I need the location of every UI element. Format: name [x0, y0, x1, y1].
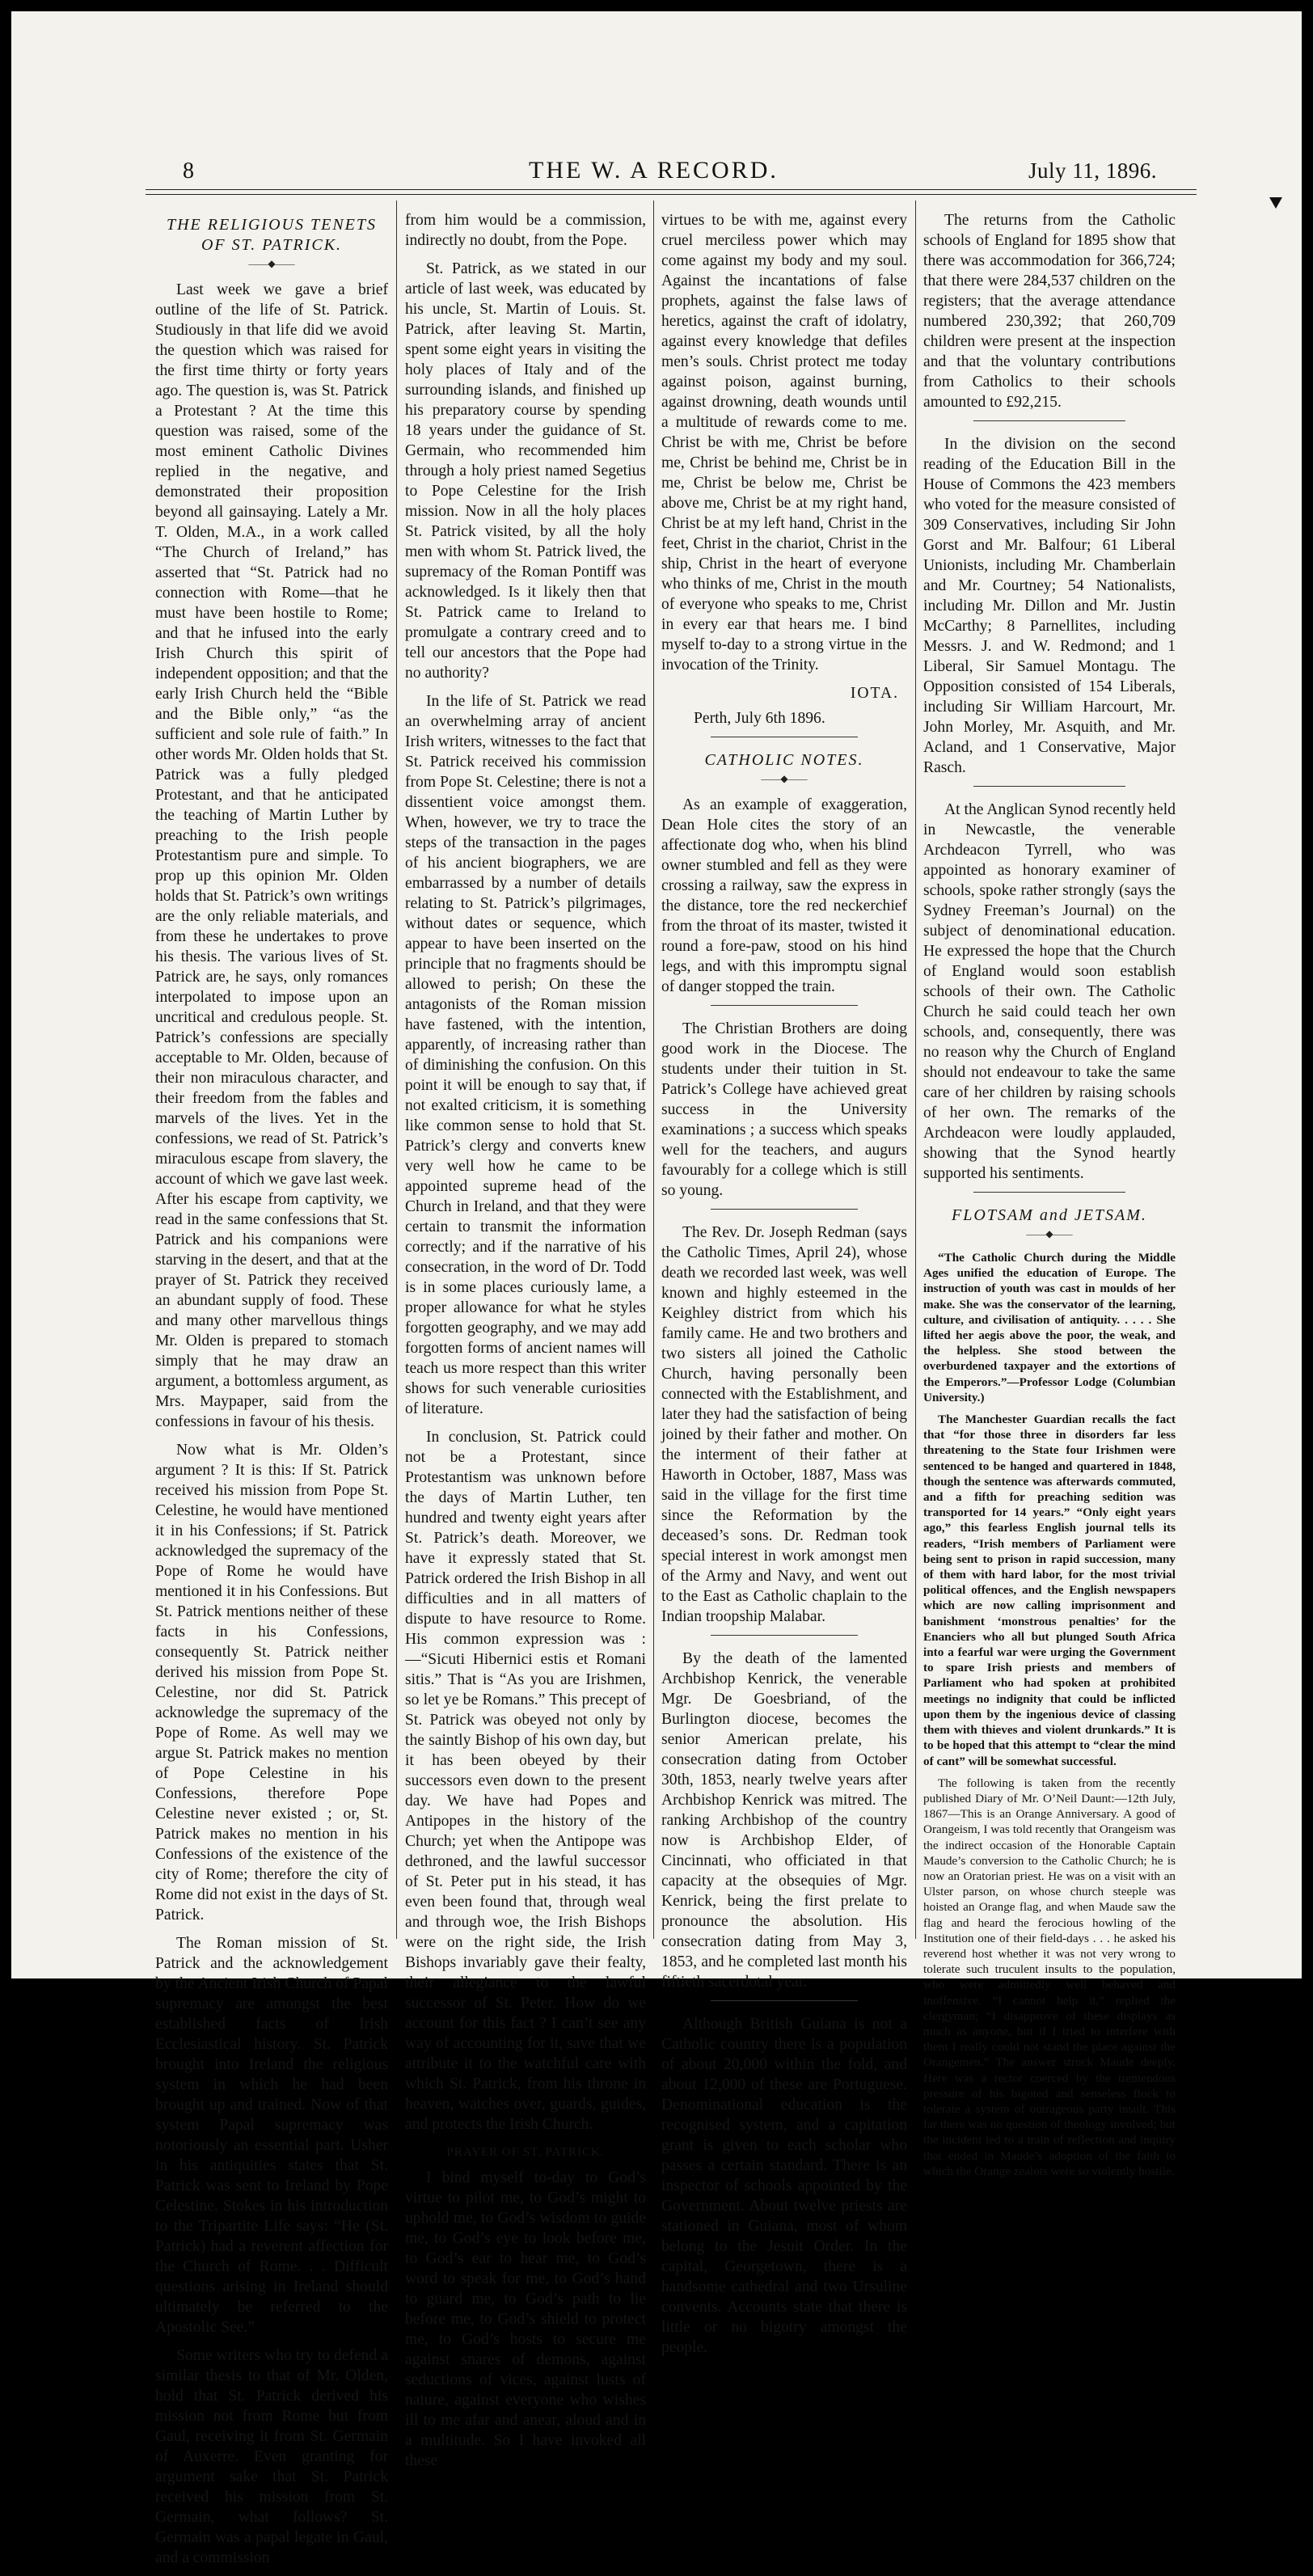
- ornament-divider-icon: ——◆——: [761, 773, 808, 784]
- article-paragraph: In the life of St. Patrick we read an overwhelming array of ancient Irish writers, witnesses to the fact that St. Patrick received his commission from Pope St. Celestine; there is not a dissentient voice amongst them. When, however, we try to trace the steps of the transaction in the pages of his ancient biographers, we are embarrassed by a number of details relating to St. Patrick’s pilgrimages, without dates or sequence, which appear to have been inserted on the principle that no fragments should be allowed to perish; On these the antagonists of the Roman mission have fastened, with the intention, apparently, of increasing rather than of diminishing the confusion. On this point it will be enough to say that, if not exalted criticism, it is something like common sense to hold that St. Patrick’s clergy and converts knew very well how he came to be appointed supreme head of the Church in Ireland, and that they were certain to transmit the information correctly; and if the narrative of his consecration, in the word of Dr. Todd is in some places curiously lame, a proper allowance for what he styles forgotten geography, and we may add forgotten forms of ancient names will teach us more respect than this writer shows for such venerable curiosities of literature.: [405, 693, 646, 1417]
- masthead-title: THE W. A RECORD.: [529, 157, 779, 184]
- article-paragraph: from him would be a commission, indirectly no doubt, from the Pope.: [405, 212, 646, 249]
- article-paragraph: St. Patrick, as we stated in our article of last week, was educated by his uncle, St. Martin of Louis. St. Patrick, after leaving St. Martin, spent some eight years in visiting the holy places of Italy and of the surrounding islands, and finished up his preparatory course by spending 18 years under the guidance of St. Germain, who recommended him through a holy priest named Segetius to Pope Celestine for the Irish mission. Now in all the holy places St. Patrick visited, by all the holy men with whom St. Patrick lived, the supremacy of the Roman Pontiff was acknowledged. Is it likely then that St. Patrick came to Ireland to promulgate a contrary creed and to tell our ancestors that the Pope had no authority?: [405, 260, 646, 682]
- note-paragraph: The Christian Brothers are doing good work in the Diocese. The students under their tuition in St. Patrick’s College have achieved great success in the University examinations ; a success which speaks well for the teachers, and augurs favourably for a college which is still so young.: [661, 1020, 907, 1199]
- section-divider: [711, 1635, 858, 1636]
- article-title: THE RELIGIOUS TENETS OF ST. PATRICK.: [166, 216, 377, 254]
- column-2: [405, 210, 646, 2479]
- section-divider: [973, 1192, 1125, 1193]
- prayer-text: I bind myself to-day to God’s virtue to pilot me, to God’s might to uphold me, to God’s wisdom to guide me, to God’s eye to look before me, to God’s ear to hear me, to God’s word to speak for me, to God’s hand to guard me, to God’s path to lie before me, to God’s shield to protect me, to God’s hosts to secure me against snares of demons, against seductions of vices, against lusts of nature, against everyone who wishes ill to me afar and anear, aloud and in a multitude. So I have invoked all these: [405, 2169, 646, 2469]
- page-number: 8: [183, 158, 194, 184]
- ornament-divider-icon: ——◆——: [248, 258, 295, 269]
- note-paragraph: Although British Guiana is not a Catholic country there is a population of about 20,000 within the fold, and about 12,000 of these are Portuguese. Denominational education is the recognised system, and a capitation grant is given to each scholar who passes a certain standard. There is an inspector of schools appointed by the Government. About twelve priests are stationed in Guiana, most of whom belong to the Jesuit Order. In the capital, Georgetown, there is a handsome cathedral and two Ursuline convents. Accounts state that there is little or no bigotry amongst the people.: [661, 2016, 907, 2356]
- section-title: FLOTSAM and JETSAM.: [952, 1206, 1147, 1224]
- column-divider: [915, 201, 916, 1939]
- article-paragraph: In conclusion, St. Patrick could not be a Protestant, since Protestantism was unknown before the days of Martin Luther, ten hundred and twenty eight years after St. Patrick’s death. Moreover, we have it expressly stated that St. Patrick ordered the Irish Bishop in all difficulties and in all matters of dispute to have resource to Rome. His common expression was :—“Sicuti Hibernici estis et Romani sitis.” That is “As you are Irishmen, so let ye be Romans.” This precept of St. Patrick was obeyed not only by the saintly Bishop of his own day, but it has been obeyed by their successors even down to the present day. We have had Popes and Antipopes in the history of the Church; yet when the Antipope was dethroned, and the lawful successor of St. Peter put in his stead, it has even been found that, through weal and through woe, the Irish Bishops were on the right side, the Irish Bishops invariably gave their fealty, their allegiance to the lawful successor of St. Peter. How do we account for this fact ? I can’t see any way of accounting for it, save that we attribute it to the watchful care with which St. Patrick, from his throne in heaven, watches over, guards, guides, and protects the Irish Church.: [405, 1429, 646, 2133]
- ornament-divider-icon: ——◆——: [1026, 1228, 1073, 1239]
- column-3: [661, 210, 907, 2366]
- article-paragraph: Now what is Mr. Olden’s argument ? It is this: If St. Patrick received his mission from Pope St. Celestine, he would have mentioned it in his Confessions; if St. Patrick acknowledged the supremacy of the Pope of Rome he would have mentioned it in his Confessions. But St. Patrick mentions neither of these facts in his Confessions, consequently St. Patrick neither derived his mission from Pope St. Celestine, nor did St. Patrick acknowledge the supremacy of the Pope of Rome. As well may we argue St. Patrick makes no mention of Pope Celestine in his Confessions, therefore Pope Celestine never existed ; or, St. Patrick makes no mention in his Confessions of the existence of the city of Rome; therefore the city of Rome did not exist in the days of St. Patrick.: [155, 1442, 388, 1924]
- note-paragraph: As an example of exaggeration, Dean Hole cites the story of an affectionate dog who, when his blind owner stumbled and fell as they were crossing a railway, saw the express in the distance, tore the red neckerchief from the throat of its master, twisted it round a fore-paw, stood on his hind legs, and with this impromptu signal of danger stopped the train.: [661, 796, 907, 995]
- header-rule-thin: [146, 194, 1197, 195]
- registration-mark-icon: [1269, 197, 1282, 209]
- column-4: [923, 210, 1176, 2185]
- article-paragraph: Some writers who try to defend a similar thesis to that of Mr. Olden, hold that St. Patrick derived his mission not from Rome but from Gaul, receiving it from St. Germain of Auxerre. Even granting for argument sake that St. Patrick received his mission from St. Germain, what follows? St. Germain was a papal legate in Gaul, and a commission: [155, 2347, 388, 2566]
- signature: IOTA.: [850, 685, 899, 702]
- flotsam-block: [923, 1250, 1176, 2179]
- flotsam-item: The Manchester Guardian recalls the fact that “for those three in disorders far less threatening to the State four Irishmen were sentenced to be hanged and quartered in 1848, though the sentence was afterwards commuted, and a fifth for preaching sedition was transported for 14 years.” “Only eight years ago,” this fearless English journal tells its readers, “Irish members of Parliament were being sent to prison in rapid succession, many of them with hard labor, for the most trivial political offences, and the English newspapers which are now calling imprisonment and banishment ‘monstrous penalties’ for the Enanciers who all but plunged South Africa into a fearful war were urging the Government to spare Irish priests and members of Parliament who had spoken at prohibited meetings no indignity that could be inflicted upon them by the ingenious device of classing them with thieves and violent drunkards.” It is to be hoped that this attempt to “clear the mind of cant” will be somewhat successful.: [923, 1413, 1176, 1768]
- section-divider: [711, 1005, 858, 1006]
- column-divider: [396, 201, 397, 1939]
- flotsam-item: The following is taken from the recently published Diary of Mr. O’Neil Daunt:—12th July, 1867—This is an Orange Anniversary. A good of Orangeism, I was told recently that Orangeism was the indirect occasion of the Honorable Captain Maude’s conversion to the Catholic Church; he is now an Oratorian priest. He was on a visit with an Ulster parson, on whose church steeple was hoisted an Orange flag, and when Maude saw the flag and heard the ferocious howling of the Institution one of their field-days . . . he asked his reverend host whether it was not very wrong to tolerate such truculent insults to the population, who were admittedly well behaved and inoffensive. “I cannot help it,” replied the clergyman; “I disapprove of these displays as much as anyone, but if I tried to interfere with them I really could not stand the place against the Orangemen.” The answer struck Maude deeply. Here was a rector coerced by the tremendous pressure of his bigoted and senseless flock to tolerate a system of outrageous party insult. This far there was no question of theology involved; but the incident led to a train of reflection and inquiry that ended in Maude’s adoption of the faith to which the Orange zealots were so violently hostile.: [923, 1776, 1176, 2178]
- note-paragraph: In the division on the second reading of the Education Bill in the House of Commons the 423 members who voted for the measure consisted of 309 Conservatives, including Sir John Gorst and Mr. Balfour; 61 Liberal Unionists, including Mr. Chamberlain and Mr. Courtney; 54 Nationalists, including Mr. Dillon and Mr. Justin McCarthy; 8 Parnellites, including Messrs. J. and W. Redmond; and 1 Liberal, Sir Samuel Montagu. The Opposition consisted of 154 Liberals, including Sir William Harcourt, Mr. John Morley, Mr. Asquith, and Mr. Acland, and 1 Conservative, Major Rasch.: [923, 436, 1176, 776]
- note-paragraph: The returns from the Catholic schools of England for 1895 show that there was accommodation for 366,724; that there were 284,537 children on the registers; that the average attendance numbered 230,392; that 260,709 children were present at the inspection and that the voluntary contributions from Catholics to their schools amounted to £92,215.: [923, 212, 1176, 411]
- note-paragraph: At the Anglican Synod recently held in Newcastle, the venerable Archdeacon Tyrrell, who was appointed as honorary examiner of schools, spoke rather strongly (says the Sydney Freeman’s Journal) on the subject of denominational education. He expressed the hope that the Church of England would soon establish schools of their own. The Catholic Church he said could teach her own schools, and, consequently, there was no reason why the Church of England should not endeavour to take the same care of her children by raising schools of her own. The remarks of the Archdeacon were loudly applauded, showing that the Synod heartly supported his sentiments.: [923, 801, 1176, 1182]
- note-paragraph: By the death of the lamented Archbishop Kenrick, the venerable Mgr. De Goesbriand, of the Burlington diocese, becomes the senior American prelate, his consecration dating from October 30th, 1853, nearly twelve years after Archbishop Kenrick was mitred. The ranking Archbishop of the country now is Archbishop Elder, of Cincinnati, who officiated in that capacity at the obsequies of Mgr. Kenrick, being the first prelate to pronounce the absolution. His consecration dating from May 3, 1853, and he completed last month his fiftieth sacerdotal year.: [661, 1650, 907, 1991]
- flotsam-item: “The Catholic Church during the Middle Ages unified the education of Europe. The instruction of youth was cast in moulds of her make. She was the conservator of the learning, culture, and civilisation of antiquity. . . . . She lifted her aegis above the poor, the weak, and the helpless. She stood between the overburdened taxpayer and the extortions of the Emperors.”—Professor Lodge (Columbian University.): [923, 1251, 1176, 1404]
- section-title: CATHOLIC NOTES.: [704, 751, 864, 769]
- newspaper-page: [11, 11, 1302, 2566]
- section-divider: [973, 420, 1125, 421]
- prayer-title: PRAYER OF ST. PATRICK.: [446, 2146, 605, 2159]
- section-divider: [711, 1209, 858, 1210]
- article-paragraph: Last week we gave a brief outline of the life of St. Patrick. Studiously in that life did we avoid the question which was raised for the first time thirty or forty years ago. The question is, was St. Patrick a Protestant ? At the time this question was raised, some of the most eminent Catholic Divines replied in the negative, and demonstrated their proposition beyond all gainsaying. Lately a Mr. T. Olden, M.A., in a work called “The Church of Ireland,” has asserted that “St. Patrick had no connection with Rome—that he must have been hostile to Rome; and that he infused into the early Irish Church this spirit of independent opposition; and that the early Irish Church held the “Bible and the Bible only,” “as the sufficient and sole rule of faith.” In other words Mr. Olden holds that St. Patrick was a fully pledged Protestant, and that he anticipated the teaching of Martin Luther by preaching to the Irish people Protestantism pure and simple. To prop up this opinion Mr. Olden holds that St. Patrick’s own writings are the only reliable materials, and from these he undertakes to prove his thesis. The various lives of St. Patrick are, he says, only romances interpolated to impose upon an uncritical and credulous people. St. Patrick’s confessions are specially acceptable to Mr. Olden, because of their non miraculous character, and their freedom from the fables and marvels of the lives. Yet in the confessions, we read of St. Patrick’s miraculous escape from slavery, the account of which we gave last week. After his escape from captivity, we read in the same confessions that St. Patrick and his companions were starving in the desert, and that at the prayer of St. Patrick they received an abundant supply of food. These and many other marvellous things Mr. Olden is prepared to stomach simply that he may draw an argument, a bottomless argument, as Mrs. Maypaper, said from the confessions in favour of his thesis.: [155, 281, 388, 1430]
- section-divider: [711, 2000, 858, 2001]
- article-paragraph: The Roman mission of St. Patrick and the acknowledgement by the Ancient Irish Church of Papal supremacy are amongst the best established facts of Irish Ecclesiastical history. St. Patrick brought into Ireland the religious system in which he had been brought up and trained. Now of that system Papal supremacy was notoriously an essential part. Usher in his antiquities states that St. Patrick was sent to Ireland by Pope Celestine. Stokes in his introduction to the Tripartite Life says: “He (St. Patrick) had a reverent affection for the Church of Rome. . . Difficult questions arising in Ireland should ultimately be referred to the Apostolic See.”: [155, 1935, 388, 2336]
- section-divider: [973, 786, 1125, 787]
- header-rule: [146, 189, 1197, 190]
- column-divider: [653, 201, 654, 1939]
- note-paragraph: The Rev. Dr. Joseph Redman (says the Catholic Times, April 24), whose death we recorded last week, was well known and highly esteemed in the Keighley district from which his family came. He and two brothers and two sisters all joined the Catholic Church, having personally been connected with the Establishment, and later they had the satisfaction of being joined by their father and mother. On the interment of their father at Haworth in October, 1887, Mass was said in the village for the first time since the Reformation by the deceased’s sons. Dr. Redman took special interest in work amongst men of the Army and Navy, and went out to the East as Catholic chaplain to the Indian troopship Malabar.: [661, 1224, 907, 1625]
- column-1: [155, 210, 388, 2576]
- prayer-text-continued: virtues to be with me, against every cruel merciless power which may come against my body and my soul. Against the incantations of false prophets, against the false laws of heretics, against the craft of idolatry, against every knowledge that defiles men’s souls. Christ protect me today against poison, against burning, against drowning, death wounds until a multitude of rewards come to me. Christ be with me, Christ be before me, Christ be behind me, Christ be in me, Christ be below me, Christ be above me, Christ be at my right hand, Christ be at my left hand, Christ in the feet, Christ in the chariot, Christ in the ship, Christ in the heart of everyone who thinks of me, Christ in the mouth of everyone who speaks to me, Christ in every ear that hears me. I bind myself to-day to a strong virtue in the invocation of the Trinity.: [661, 212, 907, 674]
- dateline: Perth, July 6th 1896.: [694, 710, 825, 727]
- issue-date: July 11, 1896.: [1028, 158, 1158, 183]
